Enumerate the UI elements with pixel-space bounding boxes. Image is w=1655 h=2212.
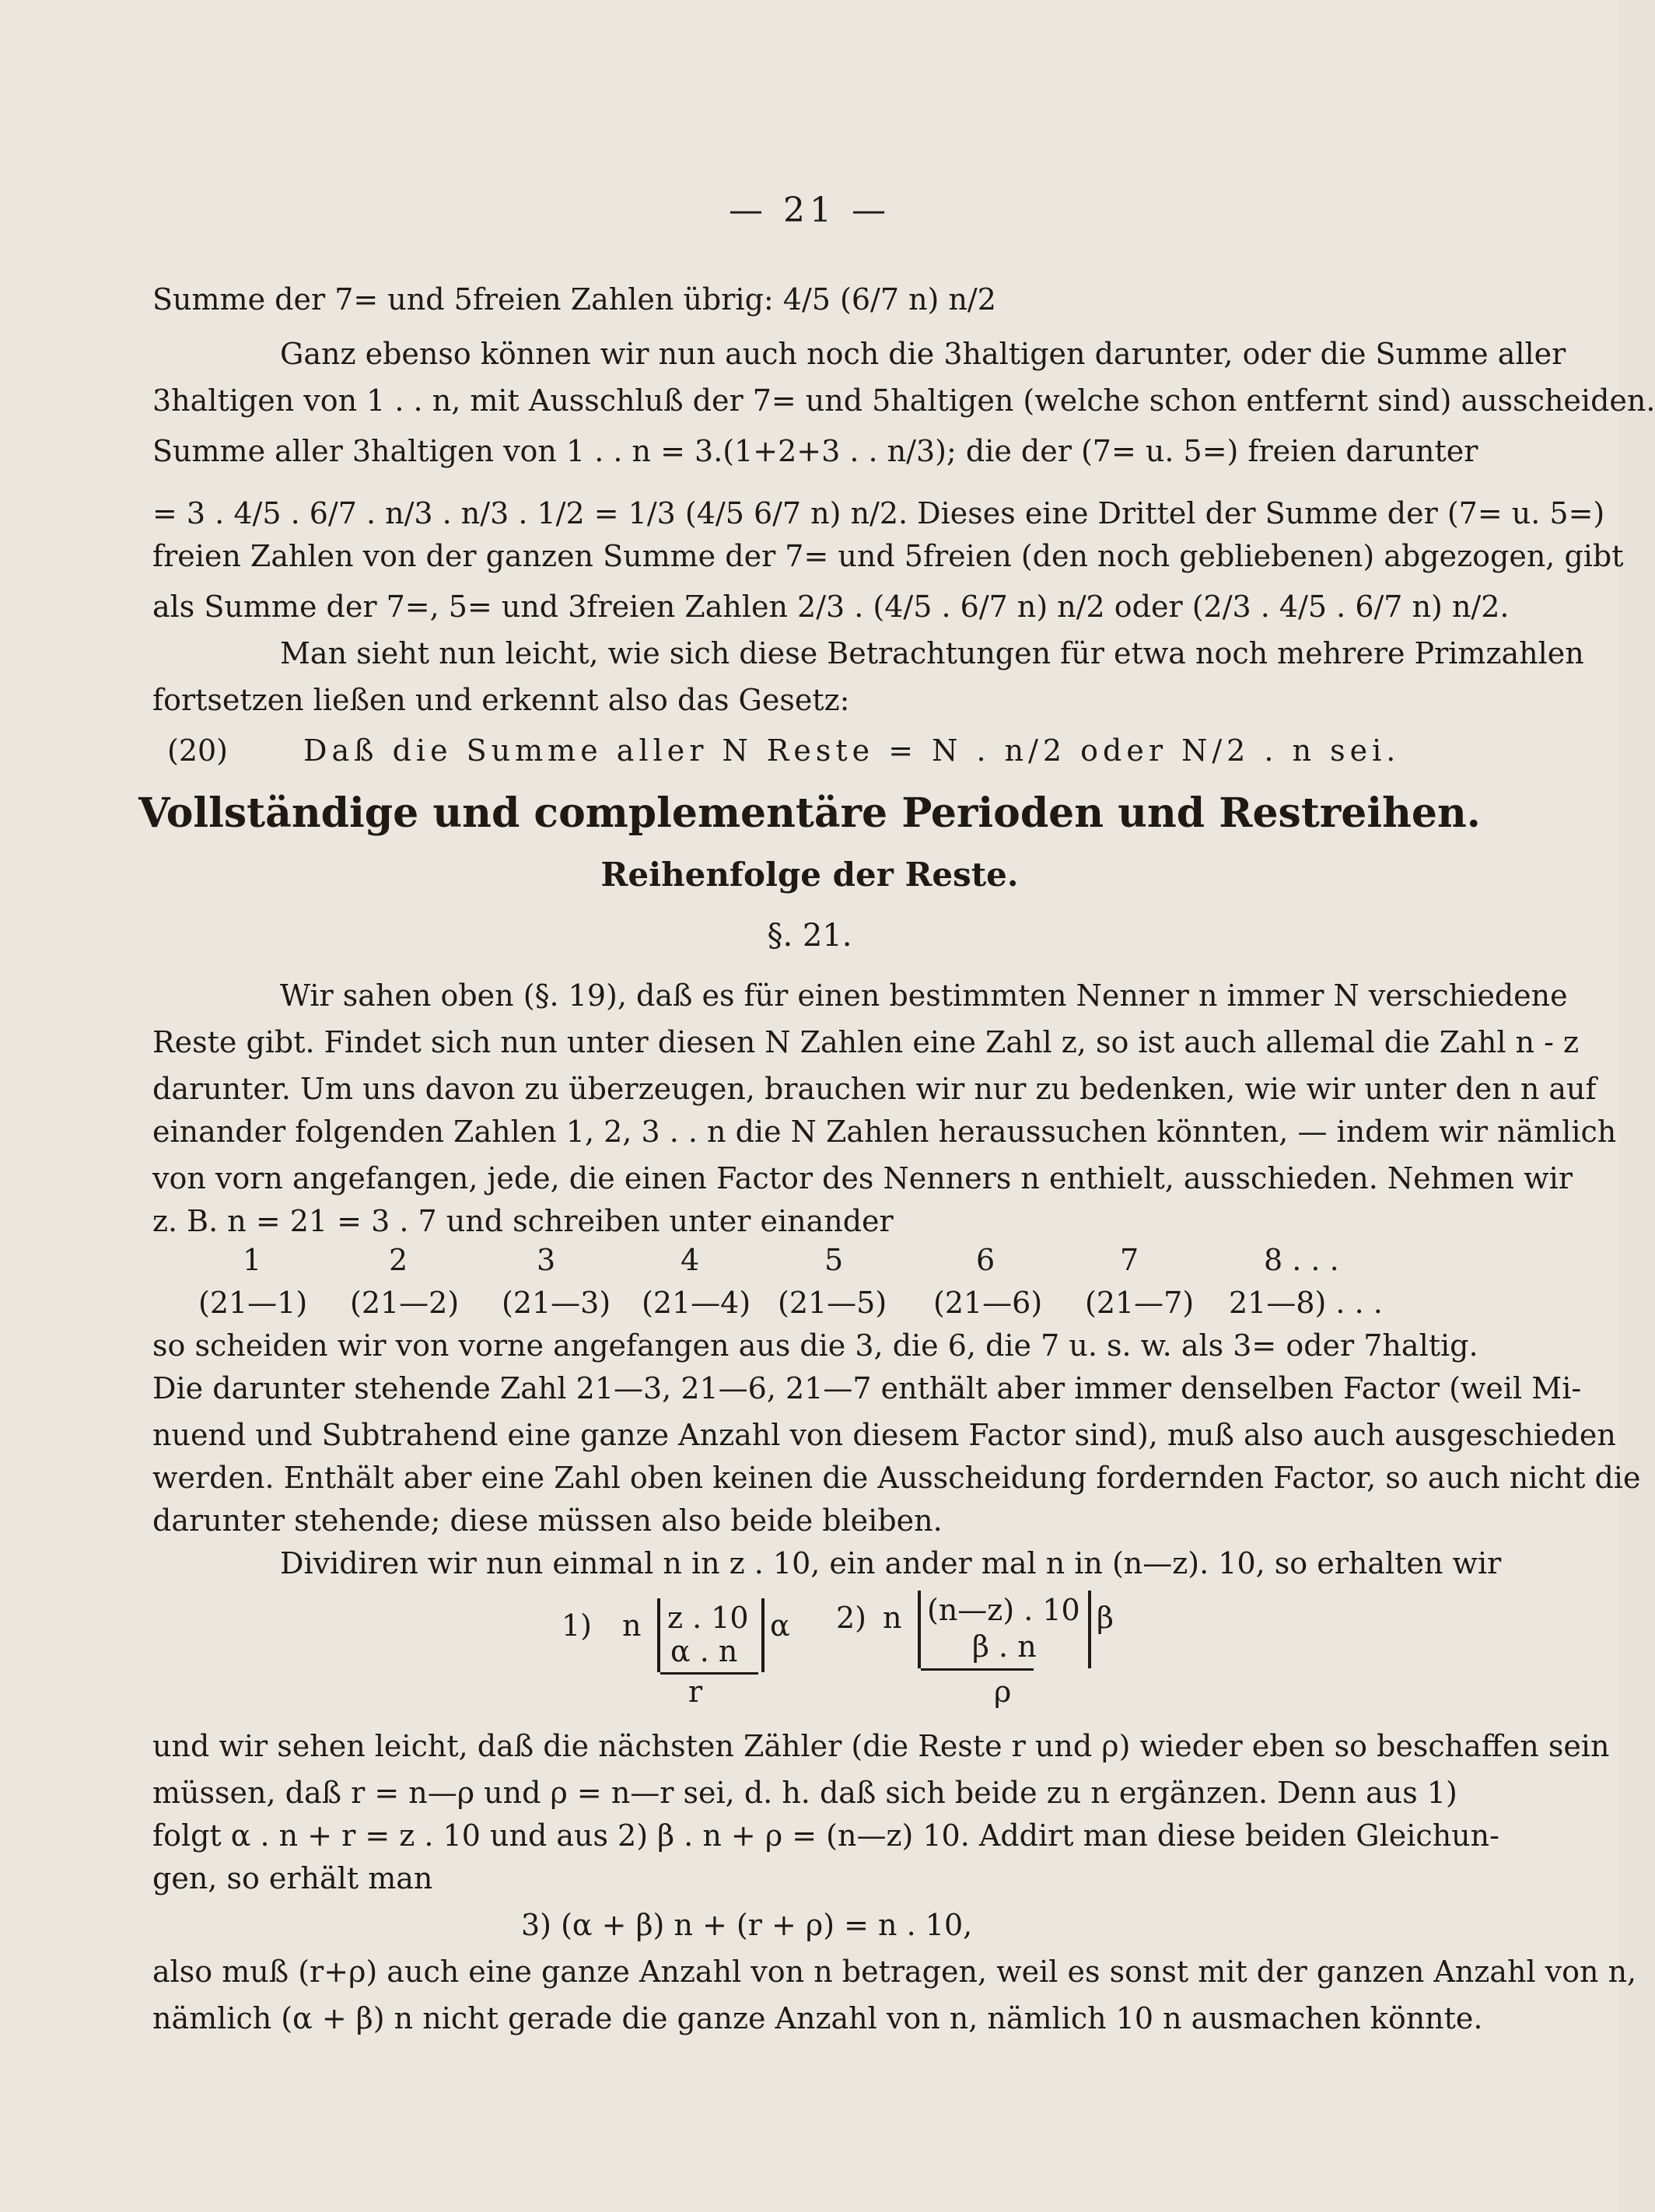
table-cell: 8 . . . (1264, 1243, 1339, 1277)
division-label: 2) (836, 1601, 867, 1635)
text-line: freien Zahlen von der ganzen Summe der 7= und 5freien (den noch gebliebenen) abgezogen, gibt (152, 539, 1624, 573)
division-quotient: β (1097, 1601, 1114, 1635)
text-line: darunter. Um uns davon zu überzeugen, brauchen wir nur zu bedenken, wie wir unter den n auf (152, 1072, 1597, 1106)
table-cell: (21—5) (778, 1286, 887, 1320)
table-cell: 7 (1120, 1243, 1139, 1277)
number-table-top (0, 1241, 1619, 1287)
table-cell: 21—8) . . . (1229, 1286, 1383, 1320)
division-subtrahend: β . n (972, 1629, 1037, 1664)
text-line: z. B. n = 21 = 3 . 7 und schreiben unter einander (152, 1204, 894, 1238)
text-line: Reste gibt. Findet sich nun unter diesen N Zahlen eine Zahl z, so ist auch allemal die Zahl n - z (152, 1025, 1580, 1059)
table-cell: 5 (824, 1243, 844, 1277)
table-cell: 6 (976, 1243, 995, 1277)
law-number: (20) (167, 733, 229, 768)
division-divisor: n (622, 1608, 642, 1643)
division-quotient: α (770, 1608, 790, 1643)
section-number: §. 21. (767, 918, 852, 954)
text-line: werden. Enthält aber eine Zahl oben keinen die Ausscheidung fordernden Factor, so auch nicht die (152, 1461, 1641, 1495)
table-cell: 2 (389, 1243, 408, 1277)
text-line: fortsetzen ließen und erkennt also das Gesetz: (152, 683, 850, 717)
text-line: nuend und Subtrahend eine ganze Anzahl von diesem Factor sind), muß also auch ausgeschieden (152, 1418, 1616, 1452)
number-table-bottom (0, 1283, 1619, 1330)
table-cell: 3 (537, 1243, 556, 1277)
text-line: Man sieht nun leicht, wie sich diese Betrachtungen für etwa noch mehrere Primzahlen (280, 636, 1584, 670)
table-cell: 1 (243, 1243, 262, 1277)
text-line: nämlich (α + β) n nicht gerade die ganze Anzahl von n, nämlich 10 n ausmachen könnte. (152, 2001, 1483, 2035)
equation-3: 3) (α + β) n + (r + ρ) = n . 10, (521, 1908, 973, 1942)
table-cell: (21—7) (1085, 1286, 1195, 1320)
text-line: Wir sahen oben (§. 19), daß es für einen bestimmten Nenner n immer N verschiedene (280, 978, 1568, 1013)
text-line: Summe der 7= und 5freien Zahlen übrig: 4/5 (6/7 n) n/2 (152, 282, 996, 317)
sub-heading: Reihenfolge der Reste. (600, 856, 1019, 894)
table-cell: (21—1) (198, 1286, 308, 1320)
division-label: 1) (562, 1608, 593, 1643)
text-line: von vorn angefangen, jede, die einen Factor des Nenners n enthielt, ausschieden. Nehmen wir (152, 1161, 1573, 1195)
text-line: 3haltigen von 1 . . n, mit Ausschluß der 7= und 5haltigen (welche schon entfernt sind) ausscheiden. (152, 383, 1655, 418)
division-dividend: z . 10 (667, 1601, 749, 1635)
text-line: einander folgenden Zahlen 1, 2, 3 . . n die N Zahlen heraussuchen könnten, — indem wir nämlich (152, 1115, 1617, 1149)
law-text: Daß die Summe aller N Reste = N . n/2 oder N/2 . n sei. (303, 733, 1401, 768)
table-cell: 4 (681, 1243, 700, 1277)
text-line: und wir sehen leicht, daß die nächsten Zähler (die Reste r und ρ) wieder eben so beschaffen sein (152, 1729, 1610, 1763)
text-line: folgt α . n + r = z . 10 und aus 2) β . n + ρ = (n—z) 10. Addirt man diese beiden Gleichun- (152, 1818, 1499, 1853)
division-remainder: ρ (994, 1675, 1012, 1709)
text-line: = 3 . 4/5 . 6/7 . n/3 . n/3 . 1/2 = 1/3 (4/5 6/7 n) n/2. Dieses eine Drittel der Summe der (7= u. 5=) (152, 496, 1605, 530)
table-cell: (21—4) (642, 1286, 751, 1320)
text-line: als Summe der 7=, 5= und 3freien Zahlen 2/3 . (4/5 . 6/7 n) n/2 oder (2/3 . 4/5 . 6/7 n) n/2. (152, 590, 1510, 624)
text-line: also muß (r+ρ) auch eine ganze Anzahl von n betragen, weil es sonst mit der ganzen Anzahl von n, (152, 1955, 1637, 1989)
text-line: Summe aller 3haltigen von 1 . . n = 3.(1+2+3 . . n/3); die der (7= u. 5=) freien darunter (152, 434, 1478, 468)
main-heading: Vollständige und complementäre Perioden und Restreihen. (138, 789, 1481, 837)
text-line: Die darunter stehende Zahl 21—3, 21—6, 21—7 enthält aber immer denselben Factor (weil Mi- (152, 1371, 1582, 1405)
text-line: darunter stehende; diese müssen also beide bleiben. (152, 1503, 943, 1538)
text-line: müssen, daß r = n—ρ und ρ = n—r sei, d. h. daß sich beide zu n ergänzen. Denn aus 1) (152, 1776, 1457, 1810)
table-cell: (21—3) (502, 1286, 611, 1320)
text-line: Ganz ebenso können wir nun auch noch die 3haltigen darunter, oder die Summe aller (280, 337, 1566, 371)
division-subtrahend: α . n (670, 1634, 738, 1668)
text-line: so scheiden wir von vorne angefangen aus die 3, die 6, die 7 u. s. w. als 3= oder 7haltig. (152, 1328, 1478, 1363)
division-divisor: n (883, 1601, 902, 1635)
division-remainder: r (688, 1675, 703, 1709)
division-dividend: (n—z) . 10 (927, 1593, 1080, 1627)
table-cell: (21—6) (933, 1286, 1043, 1320)
page-number: — 21 — (729, 191, 890, 230)
text-line: gen, so erhält man (152, 1861, 433, 1895)
text-line: Dividiren wir nun einmal n in z . 10, ein ander mal n in (n—z). 10, so erhalten wir (280, 1546, 1502, 1580)
table-cell: (21—2) (350, 1286, 460, 1320)
